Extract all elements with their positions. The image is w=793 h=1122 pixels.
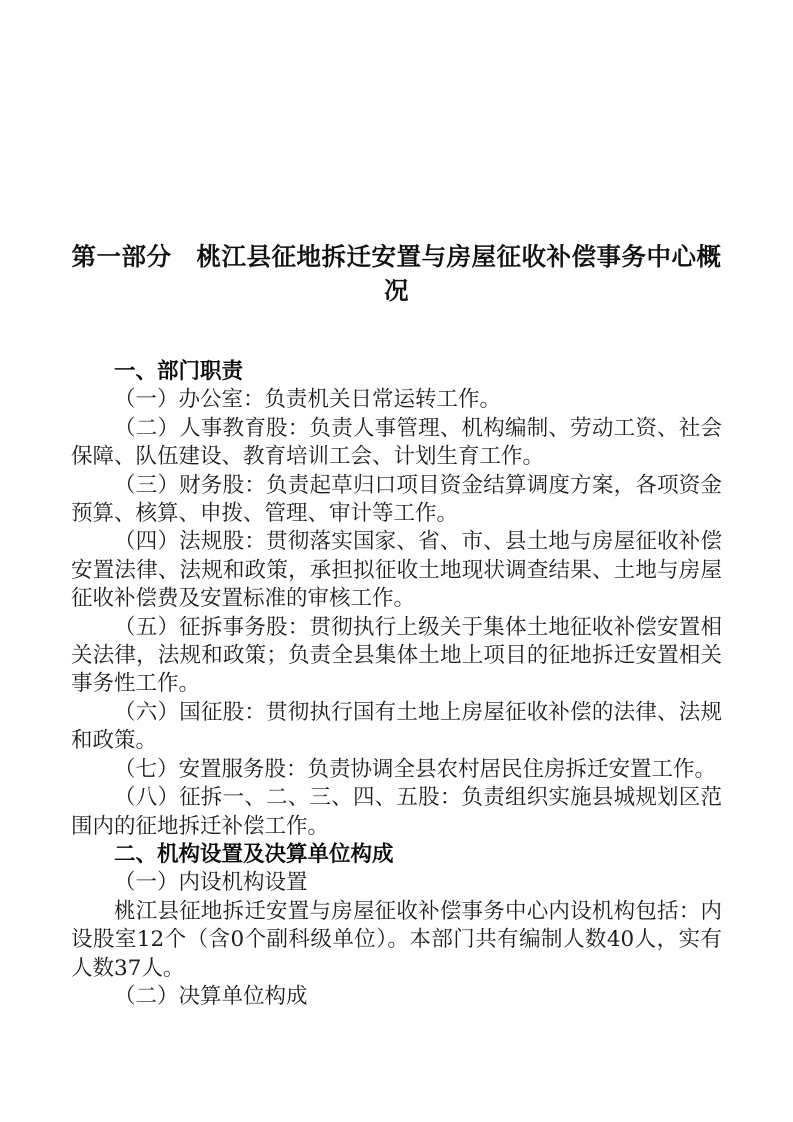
duty-item-regulations: （四）法规股：贯彻落实国家、省、市、县土地与房屋征收补偿安置法律、法规和政策，承担拟征收土地现状调查结果、土地与房屋征收补偿费及安置标准的审核工作。 <box>71 529 722 612</box>
duty-item-expropriation-divisions: （八）征拆一、二、三、四、五股：负责组织实施县城规划区范围内的征地拆迁补偿工作。 <box>71 785 722 839</box>
page-title: 第一部分 桃江县征地拆迁安置与房屋征收补偿事务中心概况 <box>71 242 722 305</box>
subsection-2-2-heading: （二）决算单位构成 <box>114 983 308 1009</box>
duty-item-state-expropriation: （六）国征股：贯彻执行国有土地上房屋征收补偿的法律、法规和政策。 <box>71 699 722 754</box>
duty-item-expropriation-affairs: （五）征拆事务股：贯彻执行上级关于集体土地征收补偿安置相关法律，法规和政策；负责全县集体土地上项目的征地拆迁安置相关事务性工作。 <box>71 614 722 697</box>
org-setup-paragraph: 桃江县征地拆迁安置与房屋征收补偿事务中心内设机构包括：内设股室12个（含0个副科级单位）。本部门共有编制人数40人，实有人数37人。 <box>71 898 722 981</box>
duty-item-personnel-education: （二）人事教育股：负责人事管理、机构编制、劳动工资、社会保障、队伍建设、教育培训工会、计划生育工作。 <box>71 415 722 470</box>
page-content <box>71 0 722 1011</box>
document-body <box>71 358 722 1011</box>
subsection-2-1-heading: （一）内设机构设置 <box>114 870 308 896</box>
duty-item-finance: （三）财务股：负责起草归口项目资金结算调度方案，各项资金预算、核算、申拨、管理、审计等工作。 <box>71 472 722 527</box>
duty-item-resettlement-service: （七）安置服务股：负责协调全县农村居民住房拆迁安置工作。 <box>114 756 717 782</box>
section-1-heading: 一、部门职责 <box>114 359 244 384</box>
section-2-heading: 二、机构设置及决算单位构成 <box>114 841 394 867</box>
duty-item-office: （一）办公室：负责机关日常运转工作。 <box>114 387 502 413</box>
